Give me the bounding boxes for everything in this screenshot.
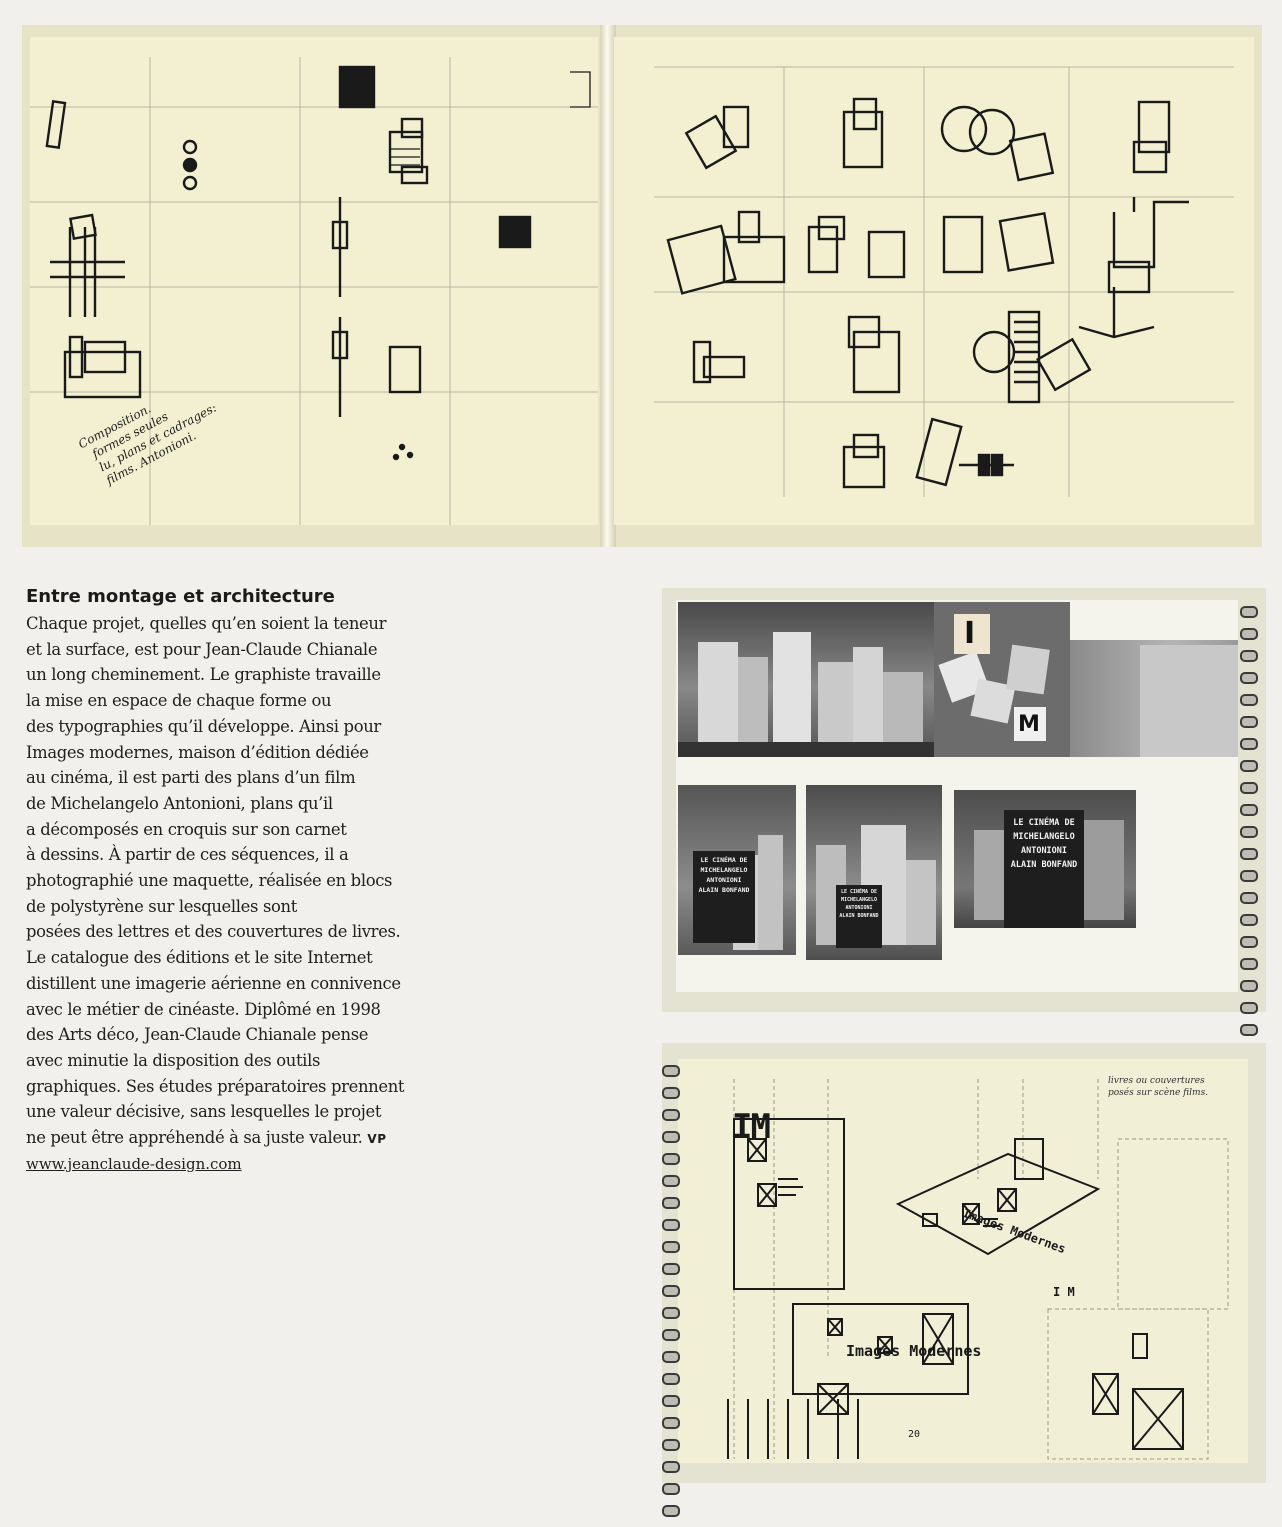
article-line: de Michelangelo Antonioni, plans qu’il bbox=[26, 793, 333, 813]
book-cover-large: LE CINÉMA DE MICHELANGELO ANTONIONI ALAIN BONFAND bbox=[1004, 810, 1084, 928]
article-body bbox=[26, 585, 466, 1173]
maquette-photo-blocks bbox=[678, 602, 936, 757]
sketchbook-spread-photo bbox=[22, 25, 1262, 547]
article-line: Images modernes, maison d’édition dédiée bbox=[26, 742, 369, 762]
sketchbook-right-page bbox=[614, 37, 1254, 525]
article-line: Le catalogue des éditions et le site Internet bbox=[26, 948, 373, 968]
website-link[interactable]: www.jeanclaude-design.com bbox=[26, 1154, 242, 1173]
im-letters-sketch: I M bbox=[1053, 1285, 1075, 1299]
article-line: distillent une imagerie aérienne en connivence bbox=[26, 973, 401, 993]
maquette-photo-book-large bbox=[954, 790, 1136, 928]
storyboard-sketches-right bbox=[614, 37, 1254, 525]
article-line: des typographies qu’il développe. Ainsi pour bbox=[26, 716, 381, 736]
article-line-text: ne peut être appréhendé à sa juste valeur. bbox=[26, 1128, 363, 1148]
article-line: graphiques. Ses études préparatoires prennent bbox=[26, 1076, 405, 1096]
photo-notebook bbox=[662, 588, 1266, 1012]
handwritten-note-sketch: livres ou couvertures posés sur scène films. bbox=[1108, 1076, 1209, 1098]
article-line: a décomposés en croquis sur son carnet bbox=[26, 819, 347, 839]
maquette-photo-closeup bbox=[1070, 640, 1238, 757]
article-line: et la surface, est pour Jean-Claude Chianale bbox=[26, 639, 378, 659]
sketchbook-left-page bbox=[30, 37, 598, 525]
book-cover-small: LE CINÉMA DE MICHELANGELO ANTONIONI ALAIN BONFAND bbox=[693, 851, 755, 943]
article-last-line bbox=[26, 1125, 466, 1153]
handwritten-note: Composition. formes seules lu, plans et cadrages: films. Antonioni. bbox=[76, 400, 219, 492]
photo-notebook-page bbox=[676, 600, 1238, 992]
article-line: une valeur décisive, sans lesquelles le projet bbox=[26, 1102, 382, 1122]
brand-tilted-sketch: Images Modernes bbox=[960, 1205, 1068, 1257]
article-paragraph bbox=[26, 611, 466, 1153]
article-line: des Arts déco, Jean-Claude Chianale pense bbox=[26, 1025, 369, 1045]
author-initials: VP bbox=[367, 1132, 387, 1147]
cube-letter-i: I bbox=[964, 616, 976, 651]
page-number-sketch: 20 bbox=[908, 1429, 921, 1440]
sketch-notebook bbox=[662, 1043, 1266, 1483]
article-line: de polystyrène sur lesquelles sont bbox=[26, 896, 297, 916]
article-line: photographié une maquette, réalisée en blocs bbox=[26, 871, 393, 891]
maquette-photo-cubes bbox=[934, 602, 1070, 757]
notebook-spiral bbox=[1240, 606, 1258, 1046]
article-line: au cinéma, il est parti des plans d’un film bbox=[26, 768, 356, 788]
cube-letter-m: M bbox=[1018, 712, 1040, 737]
article-heading: Entre montage et architecture bbox=[26, 586, 335, 607]
article-line: la mise en espace de chaque forme ou bbox=[26, 691, 332, 711]
im-logo-sketch: IM bbox=[732, 1107, 769, 1147]
maquette-photo-book-small bbox=[678, 785, 796, 955]
article-line: posées des lettres et des couvertures de livres. bbox=[26, 922, 401, 942]
article-line: avec le métier de cinéaste. Diplômé en 1998 bbox=[26, 999, 381, 1019]
article-line: à dessins. À partir de ces séquences, il a bbox=[26, 845, 349, 865]
article-line: avec minutie la disposition des outils bbox=[26, 1050, 321, 1070]
brand-flat-sketch: Images Modernes bbox=[846, 1342, 982, 1360]
maquette-photo-book-mid bbox=[806, 785, 942, 960]
book-cover-mid: LE CINÉMA DE MICHELANGELO ANTONIONI ALAIN BONFAND bbox=[836, 885, 882, 948]
article-line: Chaque projet, quelles qu’en soient la teneur bbox=[26, 614, 387, 633]
article-line: un long cheminement. Le graphiste travaille bbox=[26, 665, 381, 685]
sketch-notebook-page bbox=[678, 1059, 1248, 1463]
notebook-spiral bbox=[662, 1065, 680, 1527]
